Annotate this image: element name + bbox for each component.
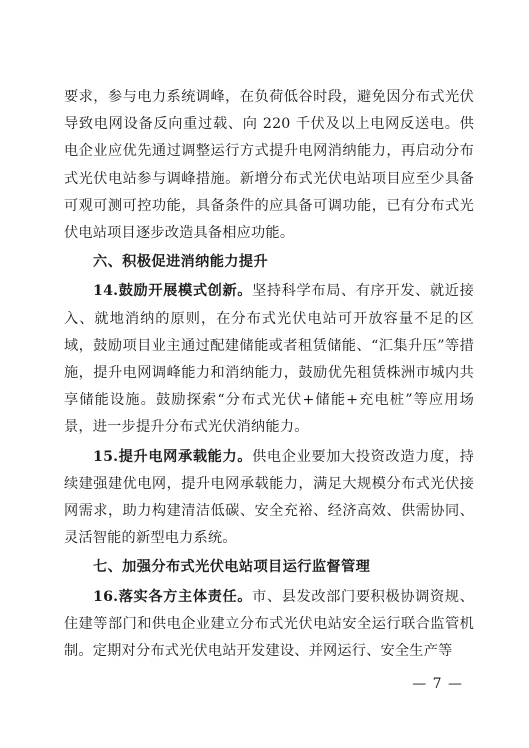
page-content bbox=[64, 84, 474, 667]
paragraph-item-16 bbox=[64, 584, 474, 666]
page-number: — 7 — bbox=[412, 676, 463, 692]
item-15-title: 15.提升电网承载能力。 bbox=[93, 448, 253, 465]
item-14-body: 坚持科学布局、有序开发、就近接入、就地消纳的原则，在分布式光伏电站可开放容量不足的区域，鼓励项目业主通过配建储能或者租赁储能、“汇集升压”等措施，提升电网调峰能力和消纳能力，鼓励优先租赁株洲市城内共享储能设施。鼓励探索“分布式光伏+储能+充电桩”等应用场景，进一步提升分布式光伏消纳能力。 bbox=[64, 283, 474, 436]
paragraph-continuation: 要求，参与电力系统调峰，在负荷低谷时段，避免因分布式光伏导致电网设备反向重过载、向 220 千伏及以上电网反送电。供电企业应优先通过调整运行方式提升电网消纳能力，再启动分布式光伏电站参与调峰措施。新增分布式光伏电站项目应至少具备可观可测可控功能，具备条件的应具备可调功能，已有分布式光伏电站项目逐步改造具备相应功能。 bbox=[64, 89, 474, 242]
paragraph-item-14 bbox=[64, 278, 474, 441]
item-14-title: 14.鼓励开展模式创新。 bbox=[93, 283, 253, 300]
item-16-title: 16.落实各方主体责任。 bbox=[93, 588, 253, 605]
paragraph-item-15 bbox=[64, 444, 474, 553]
section-heading-6: 六、积极促进消纳能力提升 bbox=[93, 254, 269, 271]
section-heading-7: 七、加强分布式光伏电站项目运行监督管理 bbox=[93, 559, 371, 576]
item-15-body: 供电企业要加大投资改造力度，持续建强建优电网，提升电网承载能力，满足大规模分布式光伏接网需求，助力构建清洁低碳、安全充裕、经济高效、供需协同、灵活智能的新型电力系统。 bbox=[64, 448, 474, 547]
item-16-body: 市、县发改部门要积极协调资规、住建等部门和供电企业建立分布式光伏电站安全运行联合监管机制。定期对分布式光伏电站开发建设、并网运行、安全生产等 bbox=[64, 588, 474, 660]
